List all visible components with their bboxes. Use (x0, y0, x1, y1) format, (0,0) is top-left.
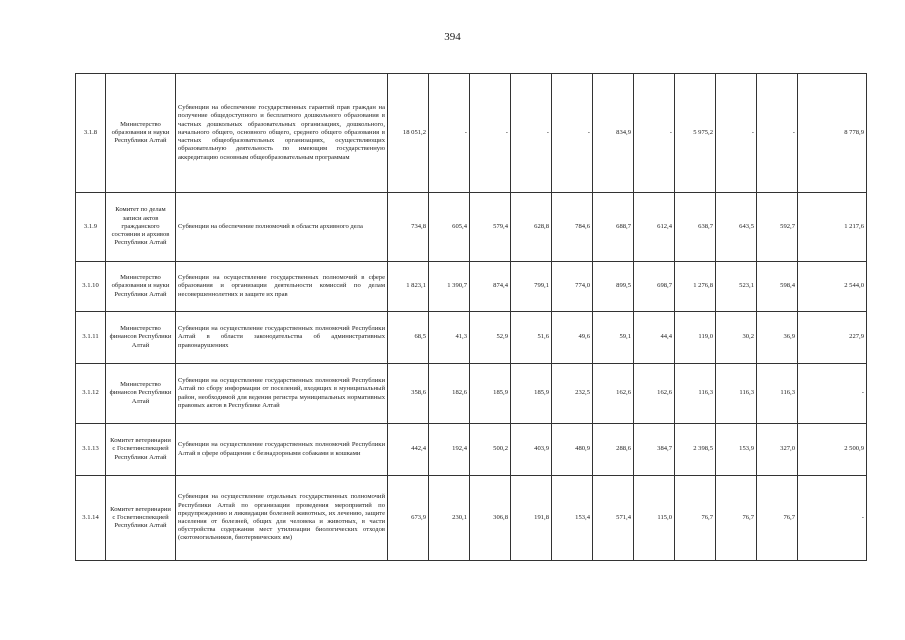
description-cell: Субвенции на осуществление государственных полномочий Республики Алтай в области законодательства об административных правонарушениях (176, 312, 388, 364)
amount-cell: 384,7 (634, 424, 675, 476)
amount-cell: 153,4 (552, 476, 593, 561)
table-row (76, 424, 867, 476)
amount-cell: - (798, 476, 867, 561)
amount-cell: 119,0 (675, 312, 716, 364)
amount-cell: - (429, 74, 470, 193)
description-cell: Субвенции на осуществление государственных полномочий в сфере образования и организации деятельности комиссий по делам несовершеннолетних и защите их прав (176, 262, 388, 312)
amount-cell: 116,3 (675, 364, 716, 424)
amount-cell: 1 390,7 (429, 262, 470, 312)
amount-cell: - (511, 74, 552, 193)
amount-cell: 734,8 (388, 193, 429, 262)
amount-cell: 605,4 (429, 193, 470, 262)
row-code-cell: 3.1.9 (76, 193, 106, 262)
amount-cell: 628,8 (511, 193, 552, 262)
amount-cell: 18 051,2 (388, 74, 429, 193)
amount-cell: 579,4 (470, 193, 511, 262)
amount-cell: 30,2 (716, 312, 757, 364)
row-code-cell: 3.1.14 (76, 476, 106, 561)
amount-cell: 358,6 (388, 364, 429, 424)
amount-cell: 2 500,9 (798, 424, 867, 476)
amount-cell: 68,5 (388, 312, 429, 364)
amount-cell: 638,7 (675, 193, 716, 262)
amount-cell: - (798, 364, 867, 424)
subvention-table (75, 73, 867, 561)
amount-cell: 673,9 (388, 476, 429, 561)
amount-cell: 480,9 (552, 424, 593, 476)
amount-cell: 571,4 (593, 476, 634, 561)
amount-cell: 116,3 (757, 364, 798, 424)
description-cell: Субвенции на осуществление государственных полномочий Республики Алтай в сфере обращения с безнадзорными собаками и кошками (176, 424, 388, 476)
amount-cell: 191,8 (511, 476, 552, 561)
amount-cell: 442,4 (388, 424, 429, 476)
amount-cell: 1 276,8 (675, 262, 716, 312)
amount-cell: 230,1 (429, 476, 470, 561)
table-row (76, 262, 867, 312)
description-cell: Субвенции на осуществление государственных полномочий Республики Алтай по сбору информации от поселений, входящих в муниципальный район, необходимой для ведения регистра муниципальных нормативных правовых актов в Республике Алтай (176, 364, 388, 424)
amount-cell: 76,7 (675, 476, 716, 561)
amount-cell: 2 398,5 (675, 424, 716, 476)
amount-cell: 612,4 (634, 193, 675, 262)
executor-cell: Комитет по делам записи актов гражданского состояния и архивов Республики Алтай (106, 193, 176, 262)
amount-cell: 115,0 (634, 476, 675, 561)
amount-cell: 643,5 (716, 193, 757, 262)
table-row (76, 312, 867, 364)
amount-cell: 403,9 (511, 424, 552, 476)
description-cell: Субвенции на обеспечение государственных гарантий прав граждан на получение общедоступного и бесплатного дошкольного образования в частных дошкольных образовательных организациях, дошкольного, начального общего, основного общего, среднего общего образования в частных общеобразовательных организациях, осуществляющих образовательную деятельность по имеющим государственную аккредитацию основным общеобразовательным программам (176, 74, 388, 193)
amount-cell: - (552, 74, 593, 193)
amount-cell: 59,1 (593, 312, 634, 364)
table-row (76, 193, 867, 262)
table-row (76, 74, 867, 193)
amount-cell: 41,3 (429, 312, 470, 364)
amount-cell: 784,6 (552, 193, 593, 262)
amount-cell: 1 217,6 (798, 193, 867, 262)
amount-cell: 49,6 (552, 312, 593, 364)
amount-cell: 185,9 (511, 364, 552, 424)
amount-cell: 874,4 (470, 262, 511, 312)
amount-cell: 76,7 (757, 476, 798, 561)
amount-cell: 52,9 (470, 312, 511, 364)
amount-cell: 306,8 (470, 476, 511, 561)
amount-cell: 799,1 (511, 262, 552, 312)
executor-cell: Комитет ветеринарии с Госветинспекцией Республики Алтай (106, 424, 176, 476)
table-row (76, 364, 867, 424)
description-cell: Субвенции на обеспечение полномочий в области архивного дела (176, 193, 388, 262)
amount-cell: - (757, 74, 798, 193)
amount-cell: - (716, 74, 757, 193)
row-code-cell: 3.1.11 (76, 312, 106, 364)
amount-cell: 153,9 (716, 424, 757, 476)
table-row (76, 476, 867, 561)
amount-cell: 116,3 (716, 364, 757, 424)
amount-cell: 698,7 (634, 262, 675, 312)
row-code-cell: 3.1.10 (76, 262, 106, 312)
amount-cell: - (470, 74, 511, 193)
amount-cell: 8 778,9 (798, 74, 867, 193)
amount-cell: 592,7 (757, 193, 798, 262)
amount-cell: 688,7 (593, 193, 634, 262)
amount-cell: 288,6 (593, 424, 634, 476)
amount-cell: 182,6 (429, 364, 470, 424)
executor-cell: Министерство финансов Республики Алтай (106, 312, 176, 364)
amount-cell: 192,4 (429, 424, 470, 476)
amount-cell: 227,9 (798, 312, 867, 364)
amount-cell: 51,6 (511, 312, 552, 364)
row-code-cell: 3.1.12 (76, 364, 106, 424)
row-code-cell: 3.1.13 (76, 424, 106, 476)
executor-cell: Комитет ветеринарии с Госветинспекцией Республики Алтай (106, 476, 176, 561)
amount-cell: 523,1 (716, 262, 757, 312)
amount-cell: 774,0 (552, 262, 593, 312)
amount-cell: 232,5 (552, 364, 593, 424)
amount-cell: 162,6 (593, 364, 634, 424)
page-number: 394 (444, 31, 461, 43)
amount-cell: 2 544,0 (798, 262, 867, 312)
amount-cell: 834,9 (593, 74, 634, 193)
executor-cell: Министерство образования и науки Республики Алтай (106, 74, 176, 193)
amount-cell: 327,0 (757, 424, 798, 476)
row-code-cell: 3.1.8 (76, 74, 106, 193)
amount-cell: 500,2 (470, 424, 511, 476)
amount-cell: 1 823,1 (388, 262, 429, 312)
amount-cell: 44,4 (634, 312, 675, 364)
amount-cell: - (634, 74, 675, 193)
amount-cell: 76,7 (716, 476, 757, 561)
amount-cell: 5 975,2 (675, 74, 716, 193)
executor-cell: Министерство финансов Республики Алтай (106, 364, 176, 424)
amount-cell: 185,9 (470, 364, 511, 424)
amount-cell: 598,4 (757, 262, 798, 312)
amount-cell: 899,5 (593, 262, 634, 312)
executor-cell: Министерство образования и науки Республики Алтай (106, 262, 176, 312)
amount-cell: 36,9 (757, 312, 798, 364)
description-cell: Субвенция на осуществление отдельных государственных полномочий Республики Алтай по организации проведения мероприятий по предупреждению и ликвидации болезней животных, их лечению, защите населения от болезней, общих для человека и животных, в части обустройства содержания мест утилизации биологических отходов (скотомогильников, биотермических ям) (176, 476, 388, 561)
amount-cell: 162,6 (634, 364, 675, 424)
